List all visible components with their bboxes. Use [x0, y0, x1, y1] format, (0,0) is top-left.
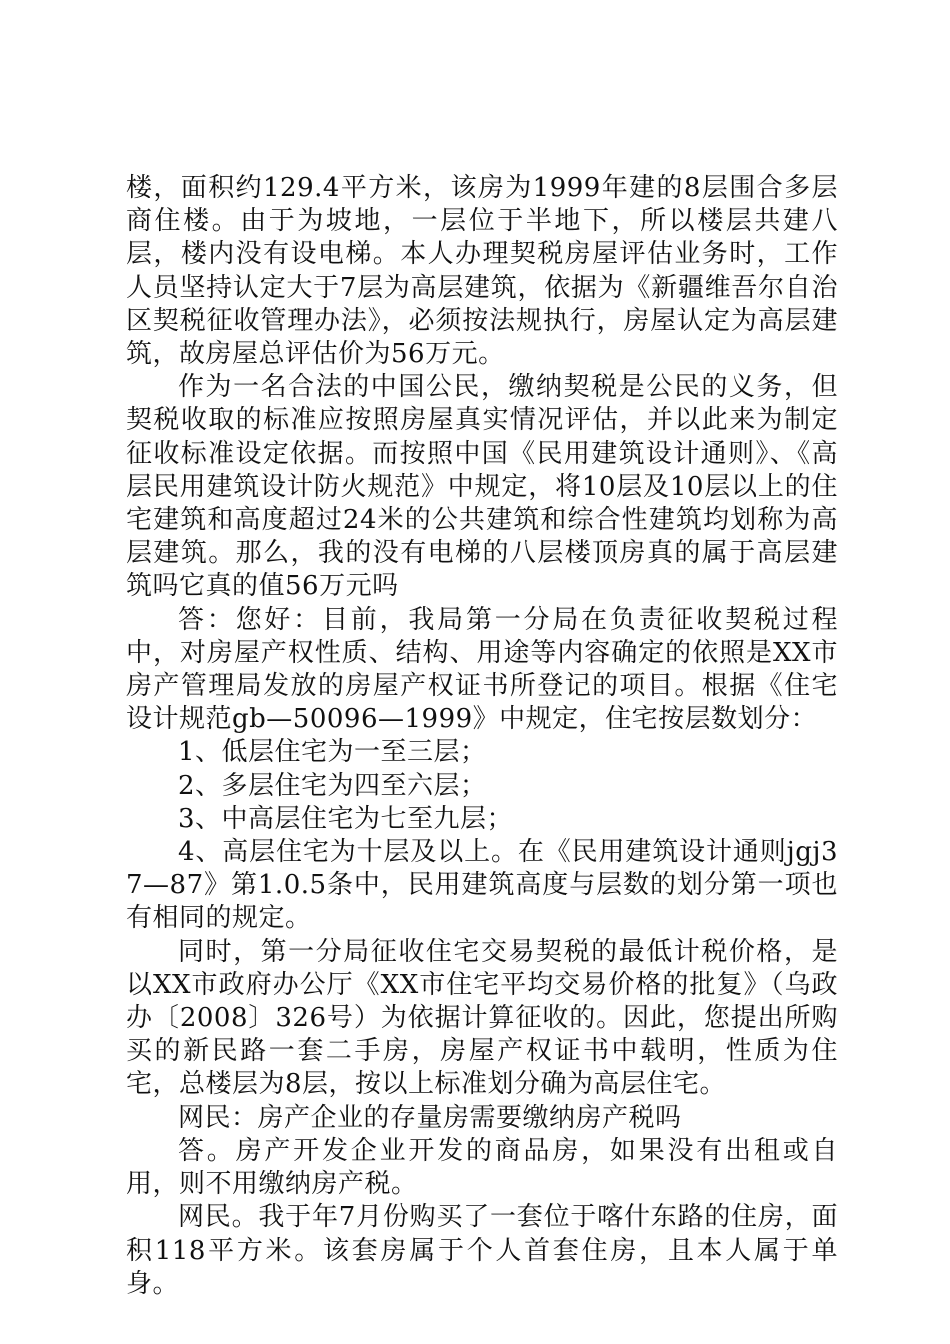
list-item-2: 2、多层住宅为四至六层； — [178, 770, 487, 801]
list-item-4: 4、高层住宅为十层及以上。在《民用建筑设计通则jgj37—87》第1.0.5条中，民用建筑高度与层数的划分第一项也有相同的规定。 — [126, 837, 838, 934]
list-item-3: 3、中高层住宅为七至九层； — [178, 803, 514, 834]
paragraph-2: 作为一名合法的中国公民，缴纳契税是公民的义务，但契税收取的标准应按照房屋真实情况评估，并以此来为制定征收标准设定依据。而按照中国《民用建筑设计通则》、《高层民用建筑设计防火规范》中规定，将10层及10层以上的住宅建筑和高度超过24米的公共建筑和综合性建筑均划称为高层建筑。那么，我的没有电梯的八层楼顶房真的属于高层建筑吗它真的值56万元吗 — [126, 372, 838, 602]
paragraph-7: 网民。我于年7月份购买了一套位于喀什东路的住房，面积118平方米。该套房属于个人首套住房，且本人属于单身。 — [126, 1202, 838, 1299]
paragraph-6: 答。房产开发企业开发的商品房，如果没有出租或自用，则不用缴纳房产税。 — [126, 1135, 838, 1200]
document-body — [126, 172, 838, 1301]
paragraph-1: 楼，面积约129.4平方米，该房为1999年建的8层围合多层商住楼。由于为坡地，一层位于半地下，所以楼层共建八层，楼内没有设电梯。本人办理契税房屋评估业务时，工作人员坚持认定大于7层为高层建筑，依据为《新疆维吾尔自治区契税征收管理办法》，必须按法规执行，房屋认定为高层建筑，故房屋总评估价为56万元。 — [126, 173, 838, 370]
paragraph-5: 网民：房产企业的存量房需要缴纳房产税吗 — [178, 1102, 682, 1133]
paragraph-3: 答：您好：目前，我局第一分局在负责征收契税过程中，对房屋产权性质、结构、用途等内容确定的依照是XX市房产管理局发放的房屋产权证书所登记的项目。根据《住宅设计规范gb—50096—1999》中规定，住宅按层数划分： — [126, 604, 838, 735]
paragraph-4: 同时，第一分局征收住宅交易契税的最低计税价格，是以XX市政府办公厅《XX市住宅平均交易价格的批复》（乌政办〔2008〕326号）为依据计算征收的。因此，您提出所购买的新民路一套二手房，房屋产权证书中载明，性质为住宅，总楼层为8层，按以上标准划分确为高层住宅。 — [126, 936, 838, 1100]
list-item-1: 1、低层住宅为一至三层； — [178, 737, 487, 768]
